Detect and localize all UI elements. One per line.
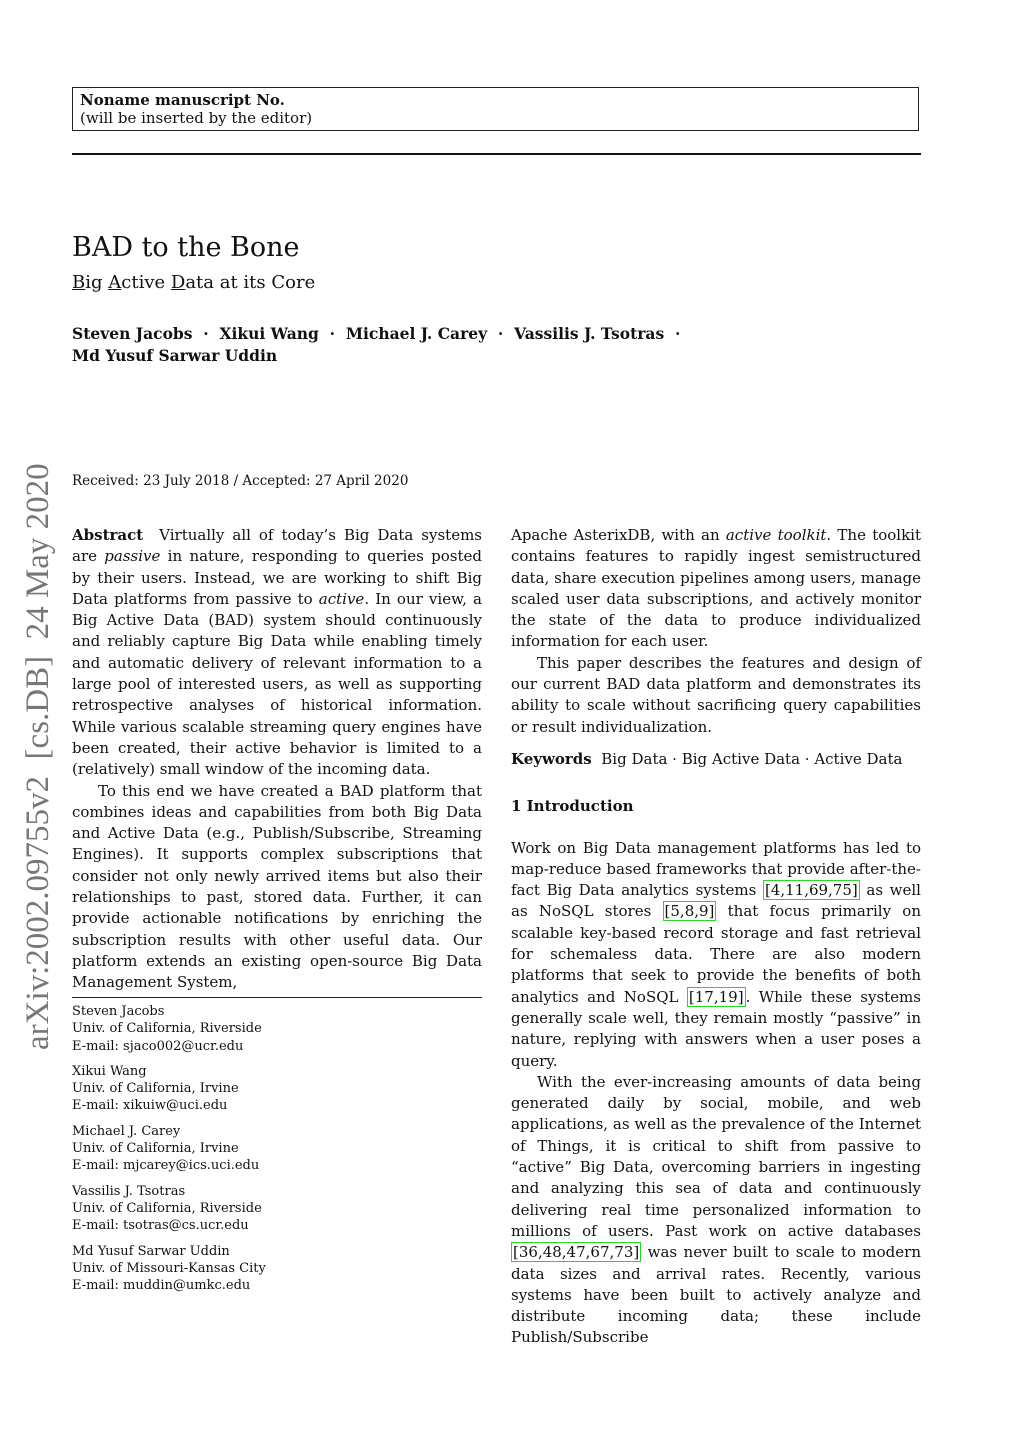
left-column (72, 525, 482, 994)
manuscript-label: Noname manuscript No. (80, 91, 285, 109)
subtitle-initial: A (108, 272, 122, 293)
abstract-emphasis: passive (104, 547, 161, 566)
affiliation-name: Md Yusuf Sarwar Uddin (72, 1243, 230, 1259)
subtitle-part: ig (85, 272, 109, 293)
intro-text: that focus primarily on scalable key-based record storage and fast retrieval for schemaless data. There are also modern platforms that seek to provide the benefits of both analytics and NoSQL (511, 902, 921, 1006)
subtitle-part: ata at its Core (185, 272, 316, 293)
affiliation-email: E-mail: muddin@umkc.edu (72, 1278, 251, 1294)
affiliation-name: Xikui Wang (72, 1063, 147, 1079)
abstract-paragraph (72, 525, 482, 781)
affiliation-block (72, 1183, 482, 1235)
keywords-label: Keywords (511, 749, 592, 768)
keywords-line (511, 749, 921, 770)
intro-text: . While these systems generally scale well, they remain mostly “passive” in nature, replying with answers when a user poses a query. (511, 987, 921, 1070)
abstract-text: Apache AsterixDB, with an (511, 526, 726, 544)
affiliation-institution: Univ. of California, Irvine (72, 1081, 239, 1097)
manuscript-header-box (72, 87, 919, 131)
affiliation-block (72, 1063, 482, 1115)
author-line: Steven Jacobs · Xikui Wang · Michael J. Carey · Vassilis J. Tsotras · (72, 324, 681, 343)
affiliation-block (72, 1123, 482, 1175)
citation-link[interactable]: [17,19] (688, 987, 744, 1006)
citation-link[interactable]: [5,8,9] (664, 902, 715, 921)
abstract-paragraph (511, 525, 921, 653)
section-heading: 1 Introduction (511, 797, 634, 816)
intro-paragraph (511, 1072, 921, 1349)
affiliation-institution: Univ. of California, Riverside (72, 1200, 262, 1216)
affiliation-institution: Univ. of Missouri-Kansas City (72, 1260, 266, 1276)
author-affiliations (72, 1003, 482, 1302)
citation-link[interactable]: [36,48,47,67,73] (513, 1243, 640, 1262)
affiliation-email: E-mail: mjcarey@ics.uci.edu (72, 1158, 260, 1174)
affiliation-email: E-mail: sjaco002@ucr.edu (72, 1038, 244, 1054)
author-line: Md Yusuf Sarwar Uddin (72, 346, 278, 365)
abstract-emphasis: active (318, 589, 365, 608)
affiliation-name: Michael J. Carey (72, 1123, 181, 1139)
abstract-emphasis: active toolkit (725, 526, 827, 544)
intro-text: With the ever-increasing amounts of data being generated daily by social, mobile, and web applications, as well as the prevalence of the Internet of Things, it is critical to shift from passive to “active” Big Data, overcoming barriers in ingesting and analyzing this sea of data and continuously delivering real time personalized information to millions of users. Past work on active databases (511, 1072, 921, 1240)
abstract-paragraph: To this end we have created a BAD platform that combines ideas and capabilities from both Big Data and Active Data (e.g., Publish/Subscribe, Streaming Engines). It supports complex subscriptions that consider not only newly arrived items but also their relationships to past, stored data. Further, it can provide actionable notifications by enriching the subscription results with other useful data. Our platform extends an existing open-source Big Data Management System, (72, 781, 482, 992)
subtitle-initial: D (170, 272, 186, 293)
intro-paragraph (511, 838, 921, 1072)
abstract-label: Abstract (72, 526, 144, 544)
affiliation-email: E-mail: tsotras@cs.ucr.edu (72, 1218, 249, 1234)
paper-title: BAD to the Bone (72, 232, 300, 263)
arxiv-stamp: arXiv:2002.09755v2 [cs.DB] 24 May 2020 (20, 463, 56, 1050)
affiliation-institution: Univ. of California, Irvine (72, 1141, 239, 1157)
right-column (511, 525, 921, 1349)
affiliation-name: Steven Jacobs (72, 1004, 165, 1019)
footnote-divider (72, 997, 482, 998)
paper-subtitle (72, 271, 315, 295)
received-accepted-dates: Received: 23 July 2018 / Accepted: 27 April 2020 (72, 473, 409, 489)
intro-text: was never built to scale to modern data sizes and arrival rates. Recently, various systems have been built to actively analyze and distribute incoming data; these include Publish/Subscribe (511, 1243, 921, 1347)
intro-text: as well as NoSQL stores (511, 881, 921, 921)
citation-link[interactable]: [4,11,69,75] (764, 881, 858, 900)
author-list (72, 323, 772, 367)
abstract-text: . The toolkit contains features to rapidly ingest semistructured data, share execution pipelines among users, manage scaled user data subscriptions, and actively monitor the state of the data to produce individualized information for each user. (511, 526, 921, 651)
editor-note: (will be inserted by the editor) (80, 109, 313, 127)
intro-text: Work on Big Data management platforms has led to map-reduce based frameworks that provide after-the-fact Big Data analytics systems (511, 838, 921, 900)
abstract-text: . In our view, a Big Active Data (BAD) system should continuously and reliably capture Big Data while enabling timely and automatic delivery of relevant information to a large pool of interested users, as well as supporting retrospective analyses of historical information. While various scalable streaming query engines have been created, their active behavior is limited to a (relatively) small window of the incoming data. (72, 589, 482, 779)
affiliation-institution: Univ. of California, Riverside (72, 1021, 262, 1037)
subtitle-part: ctive (121, 272, 171, 293)
abstract-paragraph: This paper describes the features and design of our current BAD data platform and demonstrates its ability to scale without sacrificing query capabilities or result individualization. (511, 653, 921, 736)
top-divider (72, 153, 921, 155)
affiliation-name: Vassilis J. Tsotras (72, 1183, 186, 1199)
affiliation-email: E-mail: xikuiw@uci.edu (72, 1098, 228, 1114)
abstract-text: in nature, responding to queries posted by their users. Instead, we are working to shift Big Data platforms from passive to (72, 547, 483, 608)
affiliation-block (72, 1243, 482, 1295)
keywords-text: Big Data · Big Active Data · Active Data (601, 749, 903, 768)
abstract-text: Virtually all of today’s Big Data systems are (72, 526, 482, 566)
affiliation-block (72, 1003, 482, 1055)
subtitle-initial: B (72, 272, 86, 293)
